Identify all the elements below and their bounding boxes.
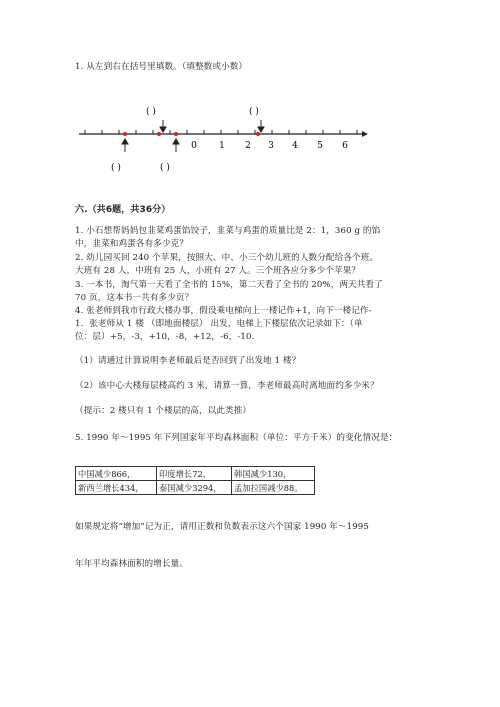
blank-paren-bottom-2: ( ) xyxy=(160,163,170,173)
number-line-point xyxy=(123,132,127,136)
tick-label-3: 3 xyxy=(268,141,274,151)
problem-line: 大班有 28 人，中班有 25 人，小班有 27 人。三个班各应分多少个苹果？ xyxy=(75,266,361,276)
number-line xyxy=(0,100,500,180)
blank-paren-top-2: ( ) xyxy=(249,107,259,117)
tick-label-5: 5 xyxy=(317,141,323,151)
table-row xyxy=(76,467,315,481)
forest-change-table xyxy=(75,466,315,495)
section-title: 六.（共6题，共36分） xyxy=(75,205,171,215)
table-row xyxy=(76,481,315,495)
tick-label-1: 1 xyxy=(219,141,225,151)
table-cell: 泰国减少3294， xyxy=(157,481,232,495)
problem-line: 1. 小石想帮妈妈包韭菜鸡蛋馅饺子，韭菜与鸡蛋的质量比是 2：1，360 g 的馅 xyxy=(75,226,381,236)
problem-line: 中，韭菜和鸡蛋各有多少克？ xyxy=(75,239,189,249)
blank-paren-bottom-1: ( ) xyxy=(111,163,121,173)
question-5-title: 5. 1990 年～1995 年下列国家年平均森林面积（单位：平方千米）的变化情况是： xyxy=(75,433,398,443)
sub-question-2: （2）该中心大楼每层楼高约 3 米，请算一算，李老师最高时离地面约多少米？ xyxy=(75,381,379,391)
up-arrow-icon xyxy=(122,139,128,152)
table-cell: 中国减少866， xyxy=(76,467,157,481)
problem-line: 3. 一本书，淘气第一天看了全书的 15%，第二天看了全书的 20%，两天共看了 xyxy=(75,280,383,290)
instruction-line: 如果规定将“增加”记为正，请用正数和负数表示这六个国家 1990 年～1995 xyxy=(75,522,369,532)
tick-label-0: 0 xyxy=(191,141,197,151)
sub-question-1: （1）请通过计算说明李老师最后是否回到了出发地 1 楼？ xyxy=(75,356,301,366)
hint-text: （提示：2 楼只有 1 个楼层的高，以此类推） xyxy=(75,406,252,416)
tick-label-6: 6 xyxy=(342,141,348,151)
number-line-point xyxy=(256,132,260,136)
table-cell: 韩国减少130， xyxy=(232,467,315,481)
blank-paren-top-1: ( ) xyxy=(146,107,156,117)
axis-arrow-icon xyxy=(362,131,368,137)
up-arrow-icon xyxy=(173,139,179,152)
instruction-line: 年年平均森林面积的增长量。 xyxy=(75,559,189,569)
problem-line: 1．张老师从 1 楼 （即地面楼层） 出发，电梯上下楼层依次记录如下：（单 xyxy=(75,319,363,329)
problem-line: 4. 张老师到我市行政大楼办事，假设乘电梯向上一楼记作+1，向下一楼记作- xyxy=(75,306,372,316)
down-arrow-icon xyxy=(160,120,166,132)
table-cell: 新西兰增长434， xyxy=(76,481,157,495)
table-cell: 孟加拉国减少88。 xyxy=(232,481,315,495)
problem-line: 2. 幼儿园买回 240 个苹果，按照大、中、小三个幼儿班的人数分配给各个班。 xyxy=(75,253,379,263)
tick-label-2: 2 xyxy=(245,141,251,151)
number-line-point xyxy=(157,132,161,136)
tick-label-4: 4 xyxy=(292,141,298,151)
number-line-point xyxy=(174,132,178,136)
down-arrow-icon xyxy=(258,120,264,132)
problem-line: 70 页，这本书一共有多少页？ xyxy=(75,293,194,303)
problem-line: 位：层）+5，-3，+10，-8，+12，-6，-10. xyxy=(75,332,255,342)
table-cell: 印度增长72， xyxy=(157,467,232,481)
question-1-title: 1. 从左到右在括号里填数。（填整数或小数） xyxy=(75,62,248,72)
